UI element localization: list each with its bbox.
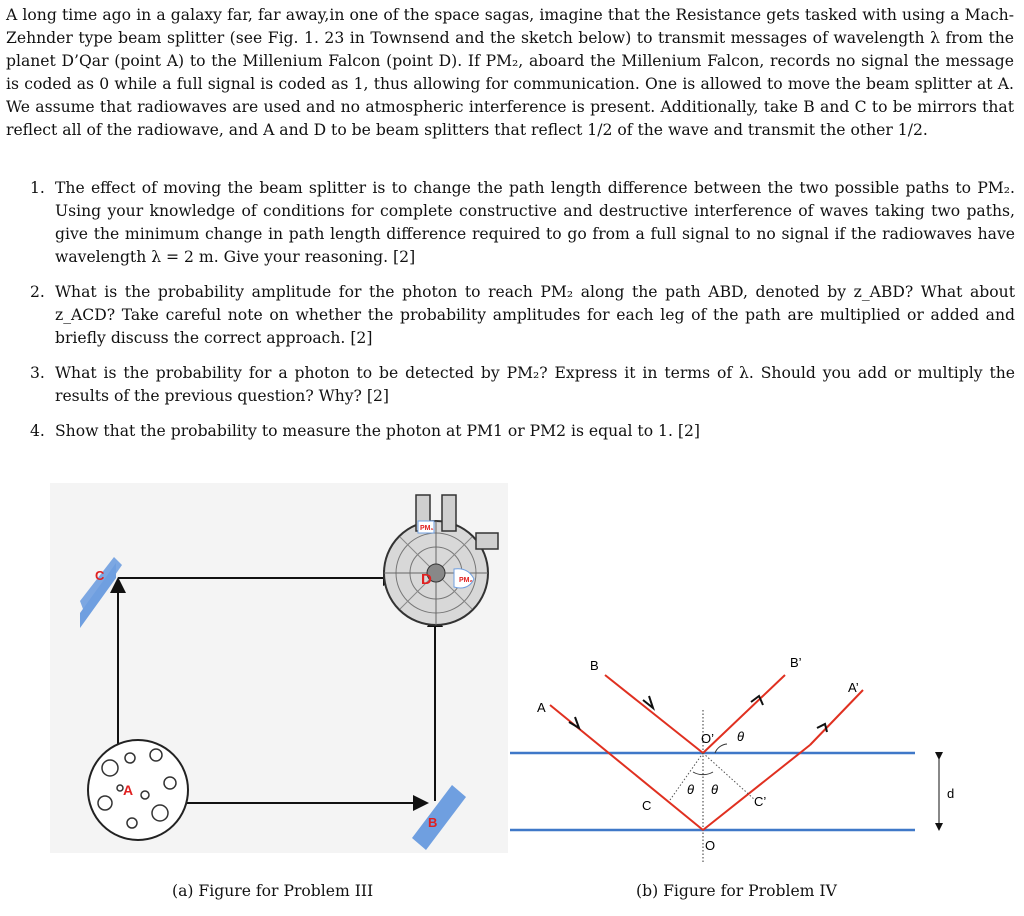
question-number: 3.	[30, 364, 45, 382]
ray-a-prime	[810, 690, 863, 745]
question-text: Show that the probability to measure the photon at PM1 or PM2 is equal to 1. [2]	[55, 422, 700, 440]
label-theta-left: θ	[687, 782, 695, 797]
arrow-tick	[569, 717, 579, 728]
question-text: What is the probability for a photon to be detected by PM₂? Express it in terms of λ. Should you add or multiply the results of the previous question? Why? [2]	[55, 364, 1015, 405]
question-number: 2.	[30, 283, 45, 301]
problem-intro: A long time ago in a galaxy far, far away,in one of the space sagas, imagine that the Resistance gets tasked with using a Mach-Zehnder type beam splitter (see Fig. 1. 23 in Townsend and the sketch below) to transmit messages of wavelength λ from the planet D’Qar (point A) to the Millenium Falcon (point D). If PM₂, aboard the Millenium Falcon, records no signal the message is coded as 0 while a full signal is coded as 1, thus allowing for communication. One is allowed to move the beam splitter at A. We assume that radiowaves are used and no atmospheric interference is present. Additionally, take B and C to be mirrors that reflect all of the radiowave, and A and D to be beam splitters that reflect 1/2 of the wave and transmit the other 1/2.	[6, 6, 1014, 139]
label-d: d	[947, 786, 955, 801]
label-b-prime: B’	[790, 655, 802, 670]
label-d: D	[421, 571, 432, 588]
question-4	[30, 420, 1015, 443]
question-1	[30, 177, 1015, 269]
label-b: B	[428, 815, 438, 830]
label-o-prime: O’	[701, 731, 714, 746]
ray-b-to-o-prime	[605, 675, 703, 753]
question-number: 4.	[30, 422, 45, 440]
question-text: What is the probability amplitude for the photon to reach PM₂ along the path ABD, denoted by z_ABD? What about z_ACD? Take careful note on whether the probability amplitudes for each leg of the path are multiplied or added and briefly discuss the correct approach. [2]	[55, 283, 1015, 347]
label-o: O	[705, 838, 716, 853]
label-b: B	[590, 658, 599, 673]
question-2	[30, 281, 1015, 350]
figure-mach-zehnder	[50, 483, 508, 853]
label-a-prime: A’	[848, 680, 859, 695]
label-c: C	[95, 568, 105, 583]
label-theta-right: θ	[711, 782, 719, 797]
caption-figure-b: (b) Figure for Problem IV	[636, 882, 837, 900]
question-number: 1.	[30, 179, 45, 197]
label-c: C	[642, 798, 652, 813]
ray-o-to-c-prime	[703, 745, 810, 830]
caption-figure-a: (a) Figure for Problem III	[172, 882, 374, 900]
label-a: A	[123, 782, 134, 798]
label-pm2: PM₂	[459, 577, 473, 584]
label-theta-top: θ	[737, 729, 745, 744]
question-3	[30, 362, 1015, 408]
question-text: The effect of moving the beam splitter is to change the path length difference between the two possible paths to PM₂. Using your knowledge of conditions for complete constructive and destructive interference of waves taking two paths, give the minimum change in path length difference required to go from a full signal to no signal if the radiowaves have wavelength λ = 2 m. Give your reasoning. [2]	[55, 179, 1015, 266]
arrow-tick	[817, 724, 827, 732]
label-pm1: PM₁	[420, 525, 434, 532]
figure-thin-film	[505, 650, 980, 865]
label-a: A	[537, 700, 546, 715]
label-c-prime: C’	[754, 794, 767, 809]
question-list	[30, 177, 1015, 455]
planet-d-qar	[88, 740, 188, 840]
angle-arc	[715, 744, 727, 753]
